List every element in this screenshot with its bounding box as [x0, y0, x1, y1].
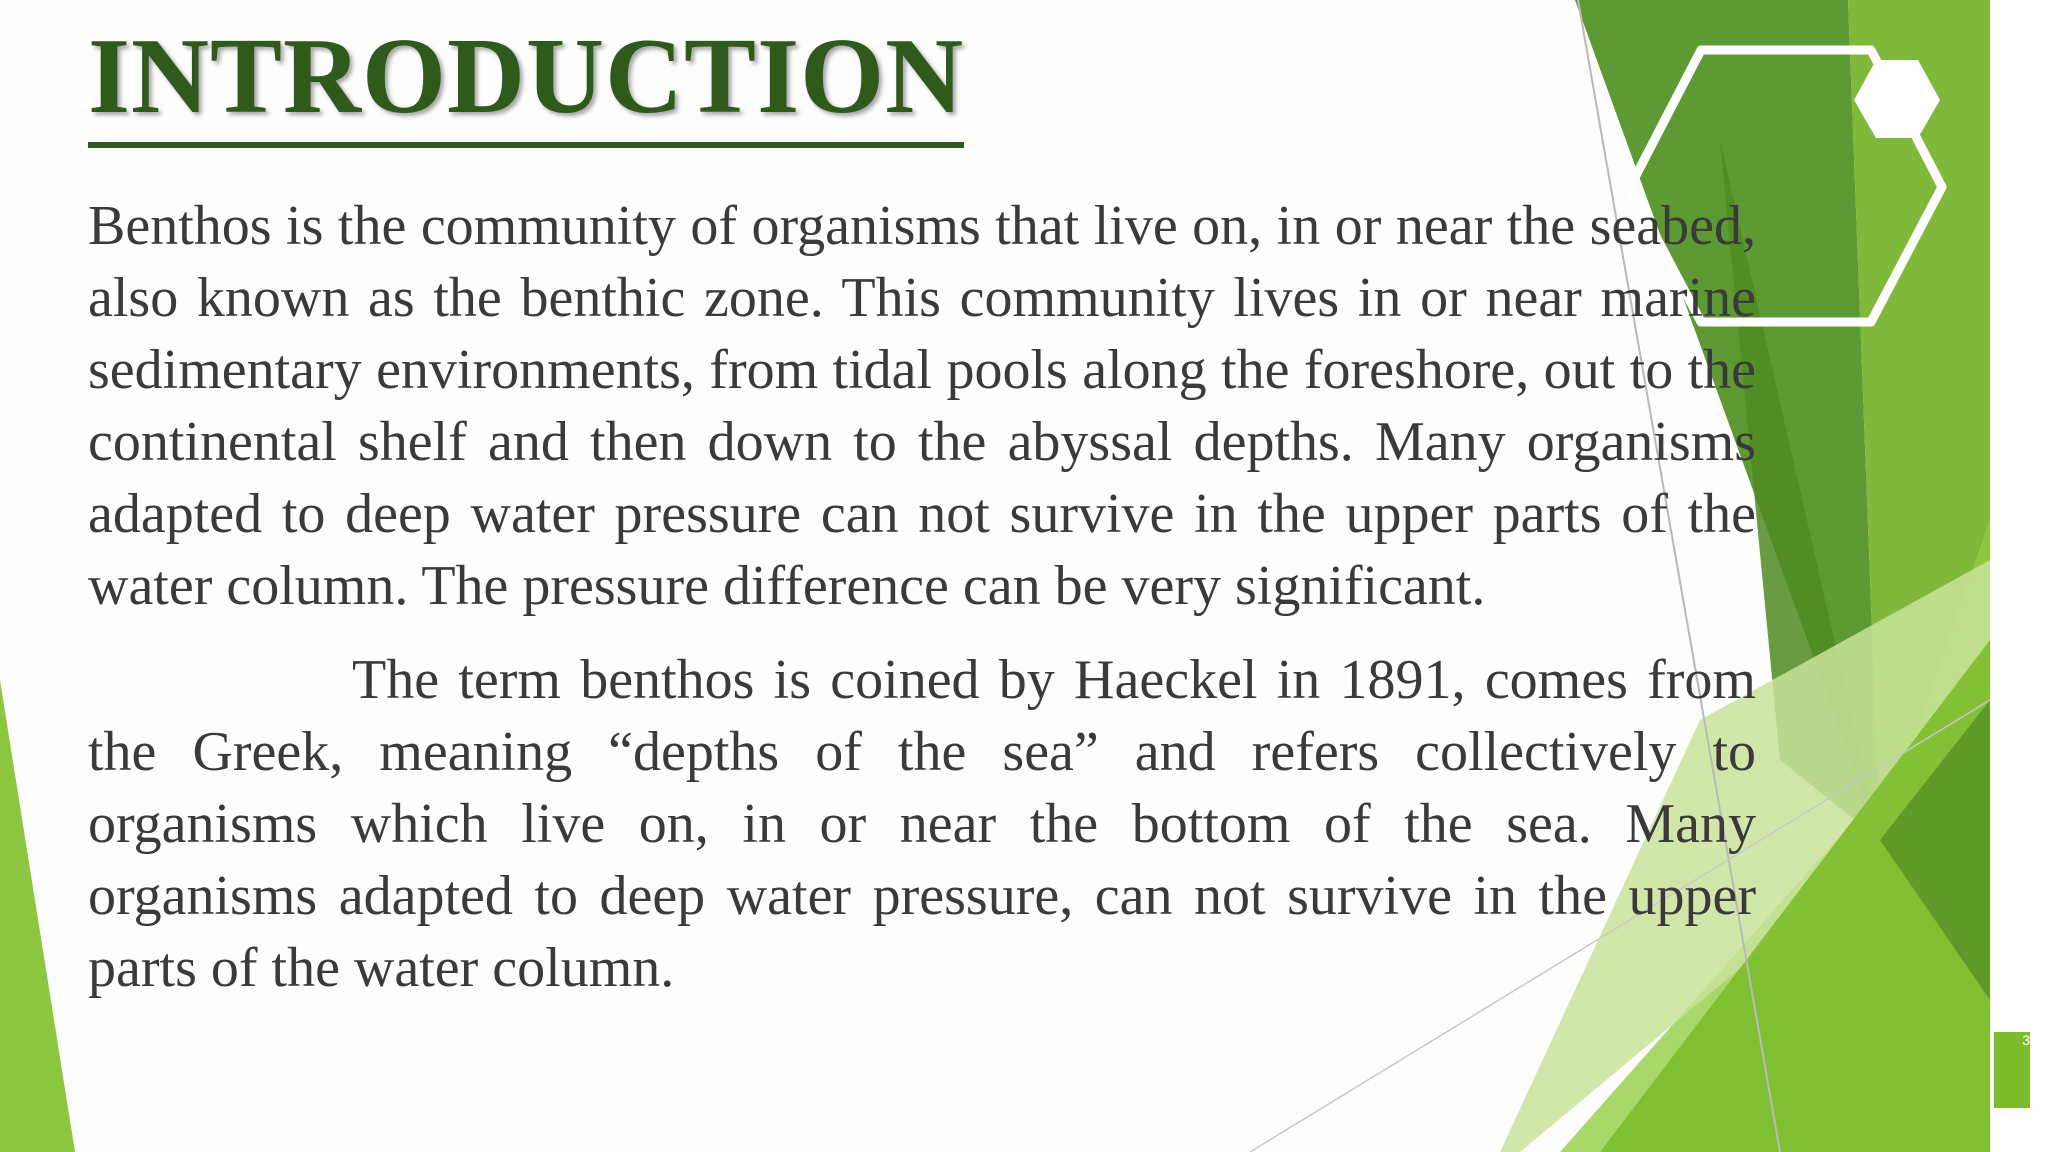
slide-number: 3 — [2022, 1032, 2030, 1048]
right-margin-strip — [1990, 0, 2048, 1152]
left-green-triangle — [0, 680, 75, 1152]
slide-body — [88, 190, 1756, 1004]
slide-title: INTRODUCTION — [88, 12, 964, 148]
slide-number-tab — [1994, 1032, 2030, 1108]
paragraph-definition: Benthos is the community of organisms that live on, in or near the seabed, also known as the benthic zone. This community lives in or near marine sedimentary environments, from tidal pools along the foreshore, out to the continental shelf and then down to the abyssal depths. Many organisms adapted to deep water pressure can not survive in the upper parts of the water column. The pressure difference can be very significant. — [88, 195, 1756, 617]
paragraph-etymology: The term benthos is coined by Haeckel in 1891, comes from the Greek, meaning “depths of the sea” and refers collectively to organisms which live on, in or near the bottom of the sea. Many organisms adapted to deep water pressure, can not survive in the upper parts of the water column. — [88, 649, 1756, 999]
